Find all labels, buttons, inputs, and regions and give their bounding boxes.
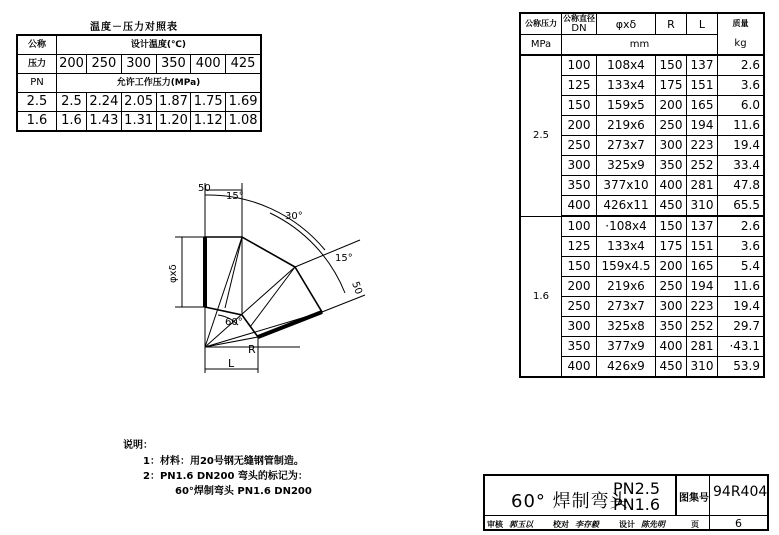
review-signature: 郭玉以	[509, 520, 533, 529]
pt-temp: 250	[86, 55, 121, 74]
segment-line	[250, 267, 295, 327]
dim-cell-l: 281	[687, 176, 718, 196]
label-od: φxδ	[168, 264, 179, 283]
dim-cell-r: 200	[656, 96, 687, 116]
dim-cell-l: 194	[687, 116, 718, 136]
dim-cell-l: 310	[687, 196, 718, 217]
label-15-top: 15°	[226, 191, 244, 202]
design-label: 设计	[619, 520, 635, 529]
dim-cell-mass: 2.6	[718, 55, 765, 76]
dim-cell-l: 252	[687, 156, 718, 176]
pt-cell: 1.43	[86, 112, 121, 132]
dim-cell-r: 200	[656, 257, 687, 277]
dim-cell-od: 377x10	[597, 176, 656, 196]
dim-cell-l: 223	[687, 297, 718, 317]
dim-row	[520, 216, 764, 237]
dim-cell-r: 300	[656, 297, 687, 317]
design-signature: 陈先明	[641, 520, 665, 529]
dim-group-pn: 1.6	[520, 216, 562, 377]
dim-cell-l: 281	[687, 337, 718, 357]
dim-cell-r: 450	[656, 357, 687, 378]
dim-cell-dn: 100	[562, 216, 597, 237]
check-signature: 李存毅	[575, 520, 599, 529]
label-l: L	[228, 357, 235, 370]
title-block	[483, 474, 769, 531]
label-50-top: 50	[198, 183, 211, 194]
dim-cell-od: 325x9	[597, 156, 656, 176]
title-block-row-divider	[485, 515, 767, 516]
dim-cell-dn: 300	[562, 317, 597, 337]
dim-cell-r: 350	[656, 317, 687, 337]
dim-cell-od: ·108x4	[597, 216, 656, 237]
drawing-pn1: PN2.5	[613, 479, 661, 498]
dim-cell-l: 252	[687, 317, 718, 337]
dim-cell-dn: 350	[562, 176, 597, 196]
dim-arc-outer	[205, 195, 325, 250]
dim-cell-od: 159x5	[597, 96, 656, 116]
elbow-drawing	[150, 175, 380, 380]
ext-line	[322, 295, 365, 312]
dim-cell-mass: 53.9	[718, 357, 765, 378]
dim-cell-r: 175	[656, 237, 687, 257]
pt-cell: 1.31	[121, 112, 156, 132]
pt-label-pn-cn-1: 公称	[17, 35, 57, 55]
dim-cell-r: 300	[656, 136, 687, 156]
review-label: 审核	[487, 520, 503, 529]
label-15-right: 15°	[335, 253, 353, 264]
dim-cell-l: 165	[687, 96, 718, 116]
dim-unit-mm: mm	[562, 35, 718, 56]
dim-row	[520, 55, 764, 76]
pt-cell: 2.5	[57, 93, 87, 112]
page-number: 6	[735, 517, 742, 530]
dim-cell-od: 273x7	[597, 297, 656, 317]
radial-line	[205, 312, 322, 347]
pt-row	[17, 112, 261, 132]
dim-cell-r: 450	[656, 196, 687, 217]
pt-allowed-pressure-label: 允许工作压力(MPa)	[57, 74, 262, 93]
dim-cell-dn: 125	[562, 237, 597, 257]
pt-table-title: 温度－压力对照表	[90, 22, 178, 33]
dim-header-od: φxδ	[597, 13, 656, 35]
dim-header-dn	[562, 13, 597, 35]
dim-cell-dn: 100	[562, 55, 597, 76]
dim-cell-r: 400	[656, 337, 687, 357]
dim-cell-od: 426x11	[597, 196, 656, 217]
flange-right	[258, 312, 322, 337]
dim-cell-od: 219x6	[597, 116, 656, 136]
title-block-divider	[709, 476, 710, 531]
dim-header-r: R	[656, 13, 687, 35]
dim-cell-od: 325x8	[597, 317, 656, 337]
dim-arc-15	[270, 213, 345, 293]
dim-cell-od: 133x4	[597, 237, 656, 257]
dim-cell-dn: 300	[562, 156, 597, 176]
dim-cell-r: 150	[656, 216, 687, 237]
dim-cell-l: 223	[687, 136, 718, 156]
segment-line	[225, 237, 242, 308]
pt-cell: 1.69	[226, 93, 261, 112]
label-60: 60°	[225, 317, 243, 328]
pt-temp: 300	[121, 55, 156, 74]
pt-row	[17, 93, 261, 112]
dim-header-dn-cn: 公称直径	[563, 14, 595, 23]
pt-row-pn: 1.6	[17, 112, 57, 132]
pt-cell: 1.75	[191, 93, 226, 112]
dim-cell-od: 219x6	[597, 277, 656, 297]
dim-cell-od: 108x4	[597, 55, 656, 76]
dim-cell-mass: 3.6	[718, 76, 765, 96]
pt-cell: 2.24	[86, 93, 121, 112]
pt-label-pn-cn-2: 压力	[17, 55, 57, 74]
dim-cell-od: 426x9	[597, 357, 656, 378]
dim-cell-dn: 200	[562, 116, 597, 136]
label-50-right: 50	[349, 280, 364, 296]
dim-table-body	[520, 55, 764, 377]
dim-cell-mass: 19.4	[718, 297, 765, 317]
dim-cell-r: 400	[656, 176, 687, 196]
dim-cell-dn: 250	[562, 297, 597, 317]
drawing-pn2: PN1.6	[613, 495, 661, 514]
dim-cell-dn: 400	[562, 196, 597, 217]
dim-cell-od: 273x7	[597, 136, 656, 156]
pt-cell: 1.20	[156, 112, 191, 132]
note-2: 2：PN1.6 DN200 弯头的标记为：	[143, 471, 308, 482]
dim-cell-mass: 47.8	[718, 176, 765, 196]
dim-cell-od: 133x4	[597, 76, 656, 96]
dim-header-dn-code: DN	[571, 23, 587, 34]
dim-group-pn: 2.5	[520, 55, 562, 216]
dim-unit-kg: kg	[734, 38, 747, 49]
drawing-name: 60° 焊制弯头	[511, 491, 629, 512]
pt-cell: 1.6	[57, 112, 87, 132]
dim-cell-mass: 11.6	[718, 277, 765, 297]
dim-cell-l: 137	[687, 216, 718, 237]
dim-cell-r: 350	[656, 156, 687, 176]
dim-cell-l: 151	[687, 237, 718, 257]
dim-cell-r: 175	[656, 76, 687, 96]
dim-cell-mass: 65.5	[718, 196, 765, 217]
pt-temp: 400	[191, 55, 226, 74]
dim-cell-r: 150	[656, 55, 687, 76]
dim-cell-mass: 29.7	[718, 317, 765, 337]
elbow-outline	[205, 237, 322, 337]
dim-cell-dn: 250	[562, 136, 597, 156]
page-label: 页	[691, 520, 699, 529]
dimension-table	[519, 12, 765, 378]
atlas-number: 94R404	[713, 484, 768, 500]
pt-label-pn: PN	[17, 74, 57, 93]
dim-cell-l: 194	[687, 277, 718, 297]
dim-cell-l: 151	[687, 76, 718, 96]
pt-design-temp-label: 设计温度(℃)	[57, 35, 262, 55]
dim-cell-od: 159x4.5	[597, 257, 656, 277]
dim-cell-mass: 33.4	[718, 156, 765, 176]
notes-heading: 说明：	[123, 440, 153, 451]
pt-temp: 425	[226, 55, 261, 74]
label-r: R	[248, 343, 256, 356]
pt-temp: 350	[156, 55, 191, 74]
dim-cell-r: 250	[656, 116, 687, 136]
dim-cell-mass: 11.6	[718, 116, 765, 136]
dim-cell-mass: 3.6	[718, 237, 765, 257]
dim-cell-mass: 19.4	[718, 136, 765, 156]
pressure-temperature-table	[16, 34, 262, 132]
atlas-label: 图集号	[679, 493, 709, 504]
pt-row-pn: 2.5	[17, 93, 57, 112]
dim-cell-l: 310	[687, 357, 718, 378]
dim-cell-l: 137	[687, 55, 718, 76]
dim-unit-mpa: MPa	[520, 35, 562, 56]
check-label: 校对	[553, 520, 569, 529]
label-30: 30°	[285, 211, 303, 222]
pt-cell: 2.05	[121, 93, 156, 112]
pt-cell: 1.12	[191, 112, 226, 132]
dim-header-pn: 公称压力	[520, 13, 562, 35]
dim-cell-dn: 150	[562, 96, 597, 116]
dim-cell-dn: 150	[562, 257, 597, 277]
dim-cell-dn: 200	[562, 277, 597, 297]
dim-cell-mass: 6.0	[718, 96, 765, 116]
dim-cell-r: 250	[656, 277, 687, 297]
pt-cell: 1.08	[226, 112, 261, 132]
dim-cell-dn: 400	[562, 357, 597, 378]
dim-cell-mass: 5.4	[718, 257, 765, 277]
dim-cell-dn: 350	[562, 337, 597, 357]
note-3: 60°焊制弯头 PN1.6 DN200	[175, 486, 312, 497]
dim-header-l: L	[687, 13, 718, 35]
dim-cell-mass: 2.6	[718, 216, 765, 237]
dim-header-mass	[718, 13, 765, 55]
note-1: 1：材料：用20号钢无缝钢管制造。	[143, 456, 304, 467]
dim-header-mass-cn: 质量	[732, 19, 749, 28]
dim-cell-mass: ·43.1	[718, 337, 765, 357]
dim-cell-od: 377x9	[597, 337, 656, 357]
dim-cell-l: 165	[687, 257, 718, 277]
pt-temp: 200	[57, 55, 87, 74]
pt-cell: 1.87	[156, 93, 191, 112]
dim-cell-dn: 125	[562, 76, 597, 96]
